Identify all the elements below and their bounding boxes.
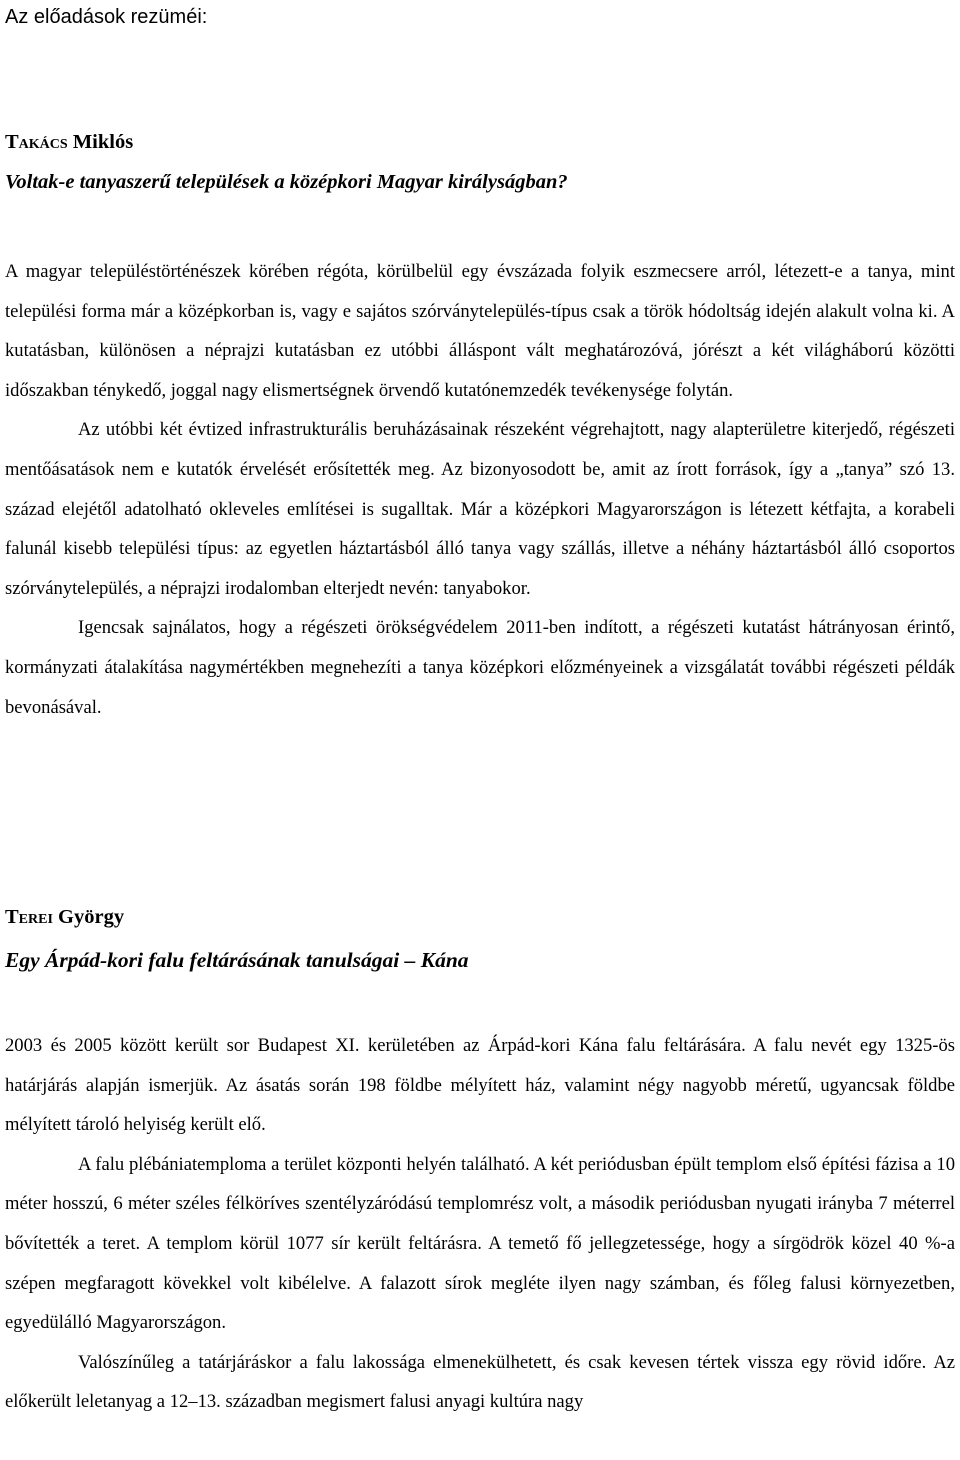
- abstract-body: [5, 1026, 955, 1422]
- page-heading: Az előadások rezüméi:: [5, 6, 208, 28]
- paragraph: A magyar településtörténészek körében régóta, körülbelül egy évszázada folyik eszmecsere arról, létezett-e a tanya, mint települési forma már a középkorban is, vagy e sajátos szórványtelepülés-típus csak a török hódoltság idején alakult volna ki. A kutatásban, különösen a néprajzi kutatásban ez utóbbi álláspont vált meghatározóvá, jórészt a két világháború közötti időszakban ténykedő, joggal nagy elismertségnek örvendő kutatónemzedék tevékenysége folytán.: [5, 261, 955, 401]
- paragraph: Valószínűleg a tatárjáráskor a falu lakossága elmenekülhetett, és csak kevesen tértek vissza egy rövid időre. Az előkerült leletanyag a 12–13. században megismert falusi anyagi kultúra nagy: [5, 1351, 955, 1413]
- paragraph: Az utóbbi két évtized infrastrukturális beruházásainak részeként végrehajtott, nagy alapterületre kiterjedő, régészeti mentőásatások nem e kutatók érvelését erősítették meg. Az bizonyosodott be, amit az írott források, így a „tanya” szó 13. század elejétől adatolható okleveles említései is sugalltak. Már a középkori Magyarországon is létezett kétfajta, a korabeli falunál kisebb települési típus: az egyetlen háztartásból álló tanya vagy szállás, illetve a néhány háztartásból álló csoportos szórványtelepülés, a néprajzi irodalomban elterjedt nevén: tanyabokor.: [5, 419, 955, 599]
- abstract-title: Egy Árpád-kori falu feltárásának tanulságai – Kána: [5, 948, 469, 972]
- paragraph: Igencsak sajnálatos, hogy a régészeti örökségvédelem 2011-ben indított, a régészeti kutatást hátrányosan érintő, kormányzati átalakítása nagymértékben megnehezíti a tanya középkori előzményeinek a vizsgálatát további régészeti példák bevonásával.: [5, 617, 955, 718]
- author-name: [5, 128, 133, 156]
- author-surname: Takács: [5, 131, 68, 153]
- paragraph: A falu plébániatemploma a terület központi helyén található. A két periódusban épült templom első építési fázisa a 10 méter hosszú, 6 méter széles félköríves szentélyzáródású templomrész volt, a második periódusban nyugati irányba 7 méterrel bővítették a teret. A templom körül 1077 sír került feltárásra. A temető fő jellegzetessége, hogy a sírgödrök közel 40 %-a szépen megfaragott kövekkel volt kibélelve. A falazott sírok megléte ilyen nagy számban, és főleg falusi környezetben, egyedülálló Magyarországon.: [5, 1153, 955, 1334]
- abstract-title: Voltak-e tanyaszerű települések a középkori Magyar királyságban?: [5, 171, 568, 193]
- author-given-name: Miklós: [72, 131, 134, 153]
- author-surname: Terei: [5, 906, 53, 928]
- abstract-body: [5, 252, 955, 727]
- paragraph: 2003 és 2005 között került sor Budapest XI. kerületében az Árpád-kori Kána falu feltárására. A falu nevét egy 1325-ös határjárás alapján ismerjük. Az ásatás során 198 földbe mélyített ház, valamint négy nagyobb méretű, ugyancsak földbe mélyített tároló helyiség került elő.: [5, 1035, 955, 1136]
- author-given-name: György: [58, 906, 125, 928]
- author-name: [5, 903, 124, 931]
